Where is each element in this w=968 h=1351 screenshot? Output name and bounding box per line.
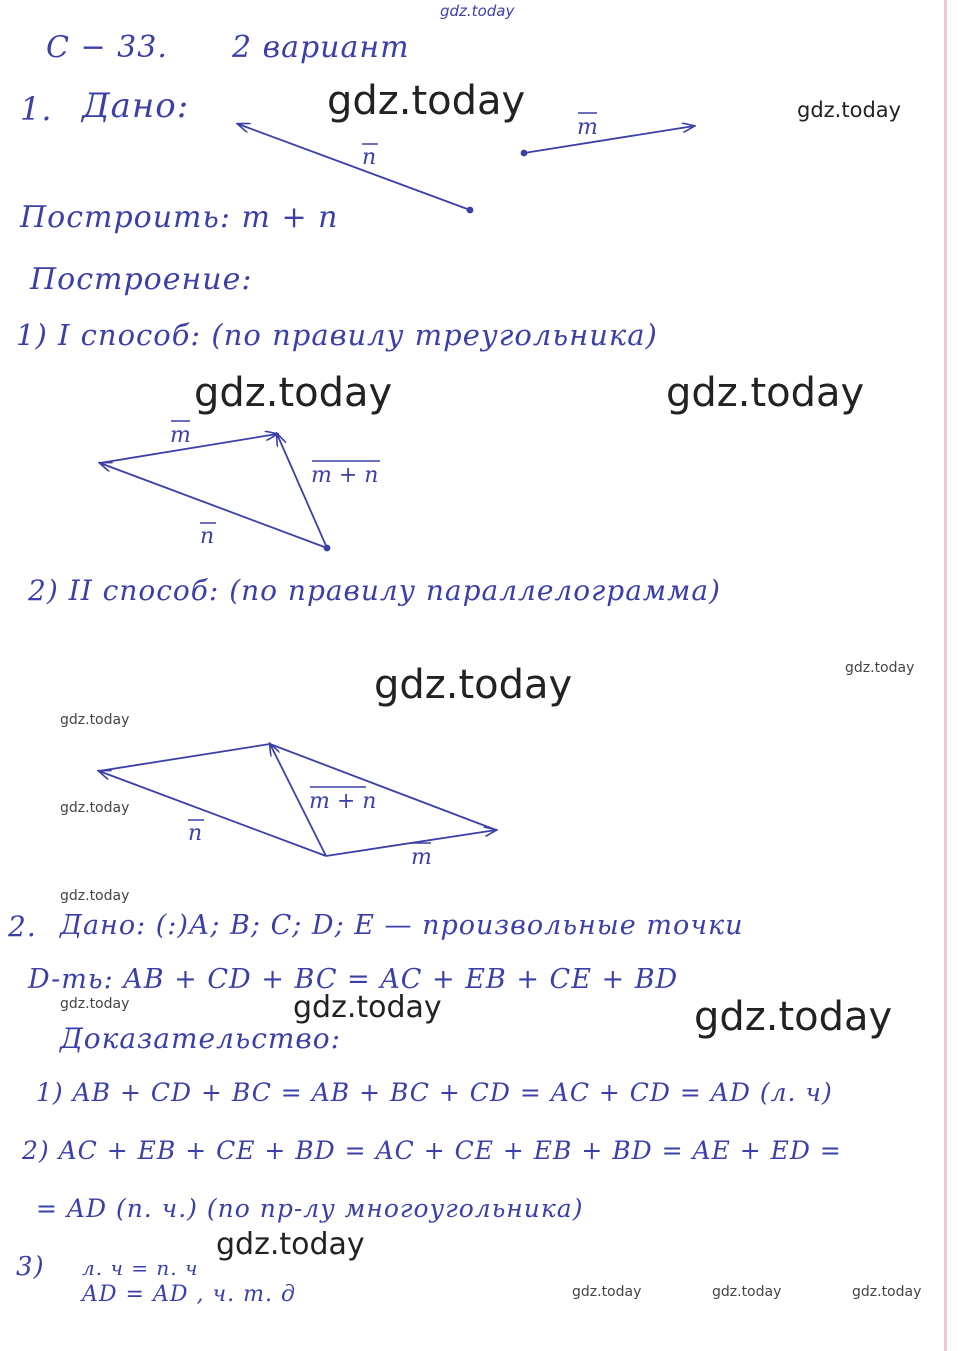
watermark-bottom-1: gdz.today: [572, 1284, 642, 1300]
label-given-m: m: [577, 115, 598, 140]
label-para-sum: m + n: [309, 789, 377, 814]
label-para-m: m: [411, 845, 432, 870]
task2-prove: D-ть: AB + CD + BC = AC + EB + CE + BD: [28, 964, 679, 995]
task2-number: 2.: [8, 910, 37, 943]
given-vector-m: [524, 126, 694, 153]
watermark-large-3: gdz.today: [666, 370, 865, 416]
variant-label: 2 вариант: [232, 30, 410, 65]
label-given-n: n: [362, 145, 377, 170]
watermark-bottom-3: gdz.today: [852, 1284, 922, 1300]
watermark-large-2: gdz.today: [194, 370, 393, 416]
watermark-medium-1: gdz.today: [293, 990, 442, 1025]
watermark-medium-2: gdz.today: [216, 1227, 365, 1262]
task2-proof-title: Доказательство:: [60, 1022, 342, 1055]
para-side-top: [99, 744, 270, 771]
watermark-top: gdz.today: [440, 2, 515, 20]
label-tri-m: m: [170, 423, 191, 448]
watermark-small-left-3: gdz.today: [60, 888, 130, 904]
task2-proof-line3-bottom: AD = AD , ч. т. д: [82, 1282, 296, 1307]
task1-number: 1.: [20, 90, 53, 128]
para-side-right: [270, 744, 496, 830]
watermark-small-right-2: gdz.today: [845, 660, 915, 676]
watermark-bottom-2: gdz.today: [712, 1284, 782, 1300]
watermark-small-left-1: gdz.today: [60, 712, 130, 728]
task2-proof-line2: 2) AC + EB + CE + BD = AC + CE + EB + BD = AE + ED =: [22, 1136, 842, 1165]
given-vector-n: [238, 124, 470, 210]
watermark-small-left-4: gdz.today: [60, 996, 130, 1012]
label-tri-n: n: [200, 524, 215, 549]
watermark-large-4: gdz.today: [374, 662, 573, 708]
triangle-vector-sum: [277, 434, 327, 548]
label-tri-sum: m + n: [311, 463, 379, 488]
task1-construction: Построение:: [30, 262, 253, 297]
task2-proof-line3-number: 3): [16, 1252, 45, 1282]
task1-method1: 1) I способ: (по правилу треугольника): [16, 318, 658, 352]
task2-given: Дано: (:)А; В; С; D; Е — произвольные точки: [60, 910, 744, 941]
task2-proof-line3-top: л. ч = п. ч: [82, 1256, 199, 1280]
task1-method2: 2) II способ: (по правилу параллелограмма): [28, 574, 721, 607]
watermark-small-left-2: gdz.today: [60, 800, 130, 816]
section-label: С − 33.: [46, 30, 168, 65]
task1-given: Дано:: [82, 86, 190, 126]
watermark-large-5: gdz.today: [694, 994, 893, 1040]
task2-proof-line2b: = AD (п. ч.) (по пр-лу многоугольника): [36, 1194, 584, 1223]
label-para-n: n: [188, 821, 203, 846]
watermark-large-1: gdz.today: [327, 78, 526, 124]
watermark-small-right-1: gdz.today: [797, 98, 902, 122]
task1-construct: Построить: m + n: [20, 200, 339, 235]
task2-proof-line1: 1) AB + CD + BC = AB + BC + CD = AC + CD = AD (л. ч): [36, 1078, 833, 1107]
para-vector-n: [99, 771, 326, 856]
